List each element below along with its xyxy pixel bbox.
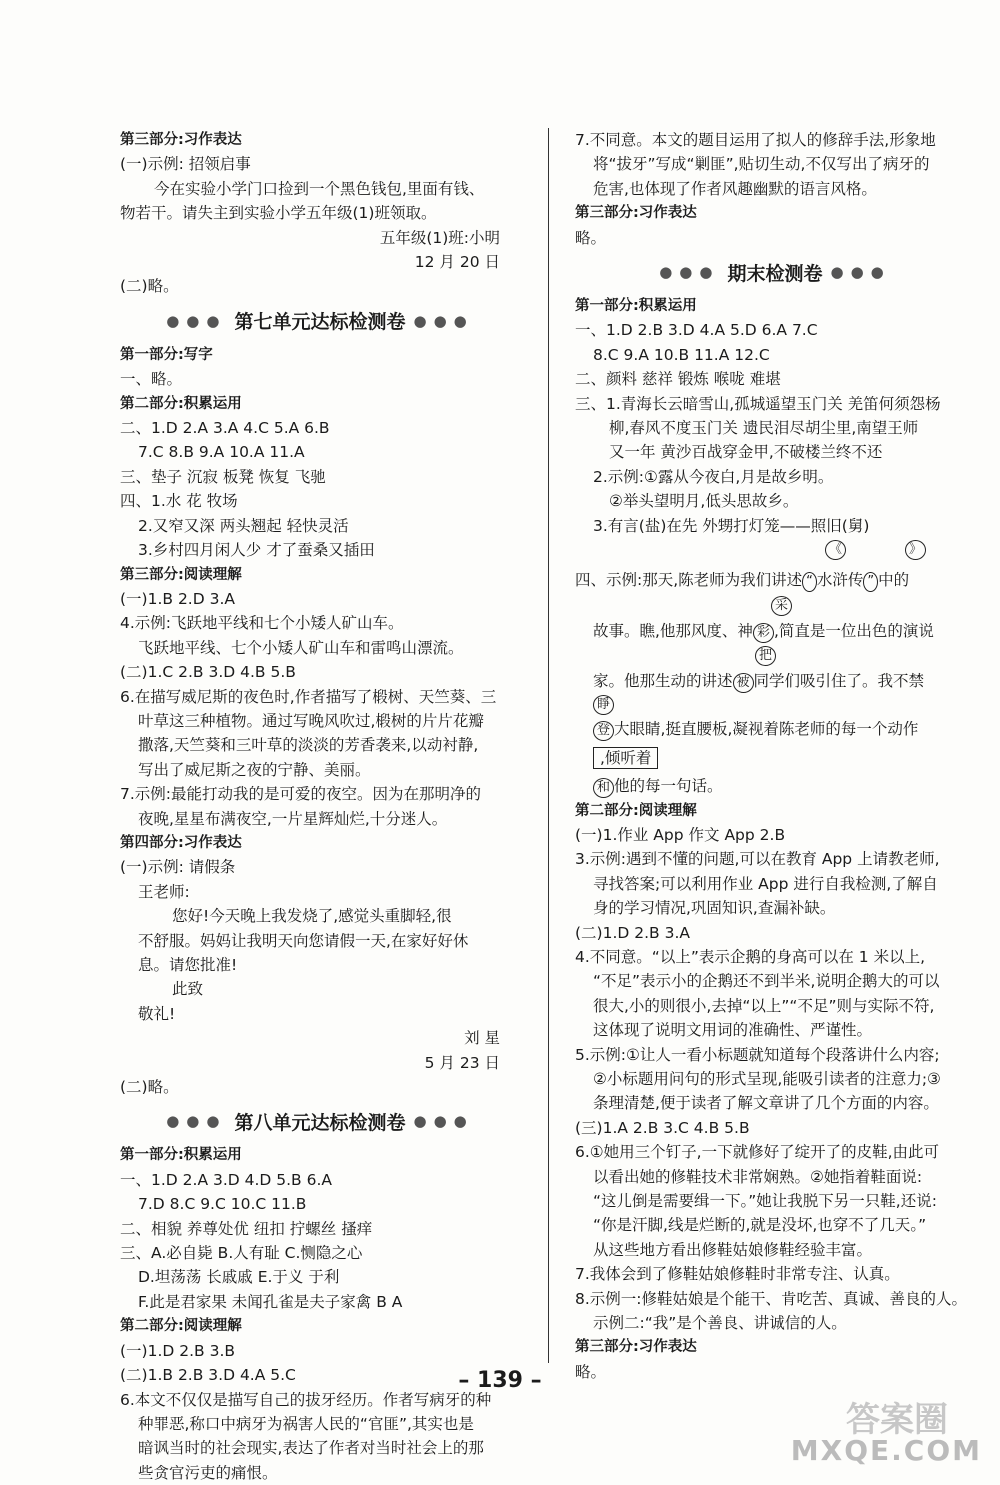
answer-line: 今在实验小学门口捡到一个黑色钱包,里面有钱、	[154, 179, 485, 198]
page-number: – 139 –	[458, 1368, 542, 1393]
title-dots-left: ●●●	[166, 311, 227, 330]
proof-insert-mark: 采	[771, 596, 792, 616]
answer-line: 4.不同意。“以上”表示企鹅的身高可以在 1 米以上,	[575, 947, 925, 966]
part-heading: 第一部分:积累运用	[575, 298, 697, 315]
answer-line: 略。	[575, 1362, 607, 1381]
answer-line: 2.又窄又深 两头翘起 轻快灵活	[138, 516, 349, 535]
title-dots-left: ●●●	[166, 1112, 227, 1131]
answer-line: 5.示例:①让人一看小标题就知道每个段落讲什么内容;	[575, 1045, 940, 1064]
answer-line: 写出了威尼斯之夜的宁静、美丽。	[138, 760, 371, 779]
answer-line: 息。请您批准!	[138, 956, 238, 974]
answer-line: (二)1.D 2.B 3.A	[575, 923, 690, 942]
answer-line: (三)1.A 2.B 3.C 4.B 5.B	[575, 1118, 750, 1137]
answer-line: 7.我体会到了修鞋姑娘修鞋时非常专注、认真。	[575, 1265, 900, 1284]
answer-line: 6.①她用三个钉子,一下就修好了绽开了的皮鞋,由此可	[575, 1143, 940, 1162]
proof-line-4	[575, 717, 975, 741]
answer-line: ②小标题用问句的形式呈现,能吸引读者的注意力;③	[593, 1070, 941, 1088]
proof-text: 水浒传	[816, 571, 864, 590]
answer-line: 6.在描写威尼斯的夜色时,作者描写了椴树、天竺葵、三	[120, 687, 497, 706]
left-column	[120, 128, 520, 1485]
proof-mark-open: 《	[825, 540, 846, 560]
part-heading: 第二部分:积累运用	[120, 395, 242, 412]
part-heading: 第三部分:习作表达	[575, 205, 697, 222]
answer-line: “这儿倒是需要缉一下。”她让我脱下另一只鞋,还说:	[593, 1192, 937, 1211]
answer-line: 些贪官污吏的痛恨。	[138, 1463, 278, 1482]
answer-line: F.此是君家果 未闻孔雀是夫子家禽 B A	[138, 1292, 403, 1311]
proof-text: 大眼睛,挺直腰板,凝视着陈老师的每一个动作	[614, 720, 919, 739]
right-column-top	[575, 128, 975, 538]
proof-text: 故事。瞧,他那风度、神	[593, 621, 753, 640]
answer-line: 柳,春风不度玉门关 遗民泪尽胡尘里,南望王师	[609, 419, 919, 438]
answer-line: 夜晚,星星布满夜空,一片星辉灿烂,十分迷人。	[138, 809, 448, 828]
column-divider	[548, 128, 549, 1363]
answer-line: 叶草这三种植物。通过写晚风吹过,椴树的片片花瓣	[138, 711, 484, 730]
answer-line: 四、1.水 花 牧场	[120, 492, 238, 511]
answer-line: 很大,小的则很小,去掉“以上”“不足”则与实际不符,	[593, 996, 935, 1015]
answer-line: 7.D 8.C 9.C 10.C 11.B	[138, 1195, 307, 1214]
section-title-text: 第七单元达标检测卷	[234, 311, 406, 334]
right-column-bottom	[575, 799, 975, 1385]
part-heading: 第三部分:习作表达	[575, 1339, 697, 1356]
proofreading-exercise	[575, 538, 975, 798]
answer-line: ②举头望明月,低头思故乡。	[609, 492, 799, 511]
proof-circle: 彩	[753, 623, 774, 643]
answer-line: 8.示例一:修鞋姑娘是个能干、肯吃苦、真诚、善良的人。	[575, 1289, 968, 1308]
answer-line: 4.示例:飞跃地平线和七个小矮人矿山车。	[120, 614, 404, 633]
answer-line: 危害,也体现了作者风趣幽默的语言风格。	[593, 179, 877, 198]
watermark: MXQE.COM	[790, 1434, 982, 1467]
answer-line: 示例二:“我”是个善良、讲诚信的人。	[593, 1314, 847, 1333]
answer-line: 二、1.D 2.A 3.A 4.C 5.A 6.B	[120, 419, 330, 438]
title-dots-right: ●●●	[413, 1112, 474, 1131]
proof-circle: 被	[733, 673, 754, 693]
answer-line: “你是汗脚,线是烂断的,就是没坏,也穿不了几天。”	[593, 1216, 927, 1235]
answer-line: (二)略。	[120, 1078, 179, 1097]
section-title-text: 期末检测卷	[727, 262, 823, 285]
proof-insert-row	[575, 643, 975, 669]
title-dots-right: ●●●	[413, 311, 474, 330]
part-heading: 第三部分:阅读理解	[120, 566, 242, 583]
answer-line: 3.有言(盐)在先 外甥打灯笼——照旧(舅)	[593, 516, 870, 535]
answer-line: 一、1.D 2.A 3.D 4.D 5.B 6.A	[120, 1170, 333, 1189]
section-title-text: 第八单元达标检测卷	[234, 1111, 406, 1134]
answer-line: 5 月 23 日	[424, 1053, 500, 1072]
answer-line: 略。	[575, 228, 607, 247]
title-dots-right: ●●●	[830, 263, 891, 282]
proof-marks-row	[575, 538, 975, 568]
answer-line: 以看出她的修鞋技术非常娴熟。②她指着鞋面说:	[593, 1167, 923, 1186]
answer-line: 从这些地方看出修鞋姑娘修鞋经验丰富。	[593, 1240, 873, 1259]
answer-line: 一、1.D 2.B 3.D 4.A 5.D 6.A 7.C	[575, 321, 818, 340]
proof-insert-mark: 把	[755, 646, 776, 666]
answer-line: 敬礼!	[138, 1004, 176, 1023]
part-heading: 第三部分:习作表达	[120, 132, 242, 148]
answer-line: 种罪恶,称口中病牙为祸害人民的“官匪”,其实也是	[138, 1414, 474, 1433]
proof-text: 中的	[878, 571, 910, 590]
answer-line: 2.示例:①露从今夜白,月是故乡明。	[593, 467, 834, 486]
answer-line: 此致	[172, 980, 204, 999]
right-column	[575, 128, 975, 1384]
answer-line: 条理清楚,便于读者了解文章讲了几个方面的内容。	[593, 1094, 939, 1113]
proof-circle: ”	[863, 572, 878, 592]
answer-line: 二、相貌 养尊处优 纽扣 拧螺丝 搔痒	[120, 1219, 373, 1238]
answer-line: 又一年 黄沙百战穿金甲,不破楼兰终不还	[609, 443, 883, 462]
answer-line: 暗讽当时的社会现实,表达了作者对当时社会上的那	[138, 1439, 484, 1458]
proof-line-3	[575, 669, 975, 693]
answer-line: 3.示例:遇到不懂的问题,可以在教育 App 上请教老师,	[575, 850, 940, 869]
answer-line: 不舒服。妈妈让我明天向您请假一天,在家好好休	[138, 931, 469, 950]
part-heading: 第四部分:习作表达	[120, 834, 242, 851]
answer-line: (一)1.D 2.B 3.B	[120, 1341, 236, 1360]
part-heading: 第二部分:阅读理解	[575, 802, 697, 819]
proof-circle: “	[802, 572, 817, 592]
section-title	[120, 1099, 520, 1143]
answer-line: 8.C 9.A 10.B 11.A 12.C	[593, 345, 770, 364]
answer-line: (二)1.C 2.B 3.D 4.B 5.B	[120, 663, 296, 682]
answer-line: (一)示例: 请假条	[120, 858, 236, 877]
answer-line: D.坦荡荡 长戚戚 E.于义 于利	[138, 1268, 340, 1287]
proof-text: 家。他那生动的讲述	[593, 671, 733, 690]
answer-line: 三、A.必自毙 B.人有耻 C.恻隐之心	[120, 1244, 363, 1263]
proof-circle: 和	[593, 778, 614, 798]
part-heading: 第二部分:阅读理解	[120, 1318, 242, 1335]
proof-text: 四、示例:那天,陈老师为我们讲述	[575, 571, 803, 590]
part-heading: 第一部分:积累运用	[120, 1147, 242, 1164]
answer-line: 将“拔牙”写成“剿匪”,贴切生动,不仅写出了病牙的	[593, 155, 930, 174]
answer-line: 二、颜料 慈祥 锻炼 喉咙 难堪	[575, 370, 781, 389]
answer-line: 7.示例:最能打动我的是可爱的夜空。因为在那明净的	[120, 785, 482, 804]
answer-line: 撒落,天竺葵和三叶草的淡淡的芳香袭来,以动衬静,	[138, 736, 479, 755]
proof-line-6	[575, 774, 975, 798]
answer-line: 身的学习情况,巩固知识,查漏补缺。	[593, 899, 836, 918]
section-title	[575, 250, 975, 294]
answer-line: 这体现了说明文用词的准确性、严谨性。	[593, 1021, 873, 1040]
title-dots-left: ●●●	[659, 263, 720, 282]
answer-line: 寻找答案;可以利用作业 App 进行自我检测,了解自	[593, 874, 938, 893]
part-heading: 第一部分:写字	[120, 346, 213, 363]
proof-line-1	[575, 568, 975, 592]
answer-line: 7.C 8.B 9.A 10.A 11.A	[138, 443, 305, 462]
answer-line: 王老师:	[138, 882, 190, 901]
proof-line-2	[575, 619, 975, 643]
answer-line: 一、略。	[120, 370, 183, 389]
answer-line: (二)略。	[120, 277, 179, 296]
answer-line: 6.本文不仅仅是描写自己的拔牙经历。作者写病牙的种	[120, 1390, 492, 1409]
answer-line: (一)示例: 招领启事	[120, 155, 251, 174]
answer-line: 三、1.青海长云暗雪山,孤城遥望玉门关 羌笛何须怨杨	[575, 394, 941, 413]
answer-line: 五年级(1)班:小明	[379, 228, 500, 247]
proof-circle: 登	[593, 721, 614, 741]
answer-line: 三、垫子 沉寂 板凳 恢复 飞驰	[120, 467, 326, 486]
proof-text: ,简直是一位出色的演说	[773, 621, 934, 640]
answer-line: 12 月 20 日	[414, 253, 500, 272]
proof-insert-row	[575, 693, 975, 717]
watermark-logo: 答案圈	[846, 1400, 948, 1440]
answer-line: 您好!今天晚上我发烧了,感觉头重脚轻,很	[172, 907, 452, 926]
proof-text: 同学们吸引住了。我不禁	[753, 671, 925, 690]
proof-insert-mark: 睜	[593, 695, 614, 715]
answer-line: 7.不同意。本文的题目运用了拟人的修辞手法,形象地	[575, 131, 936, 149]
answer-line: (一)1.作业 App 作文 App 2.B	[575, 825, 786, 844]
answer-line: “不足”表示小的企鹅还不到半米,说明企鹅大的可以	[593, 972, 940, 991]
proof-text: 他的每一句话。	[614, 777, 723, 796]
proof-mark-close: 》	[905, 540, 926, 560]
proof-line-5	[575, 746, 975, 770]
proof-insert-row	[575, 593, 975, 619]
answer-line: (二)1.B 2.B 3.D 4.A 5.C	[120, 1366, 296, 1385]
proof-box: ,倾听着	[593, 747, 658, 769]
answer-line: 物若干。请失主到实验小学五年级(1)班领取。	[120, 204, 437, 223]
answer-line: 3.乡村四月闲人少 才了蚕桑又插田	[138, 541, 375, 560]
answer-line: (一)1.B 2.D 3.A	[120, 589, 235, 608]
answer-line: 刘 星	[464, 1029, 500, 1048]
section-title	[120, 299, 520, 343]
answer-line: 飞跃地平线、七个小矮人矿山车和雷鸣山漂流。	[138, 638, 464, 657]
